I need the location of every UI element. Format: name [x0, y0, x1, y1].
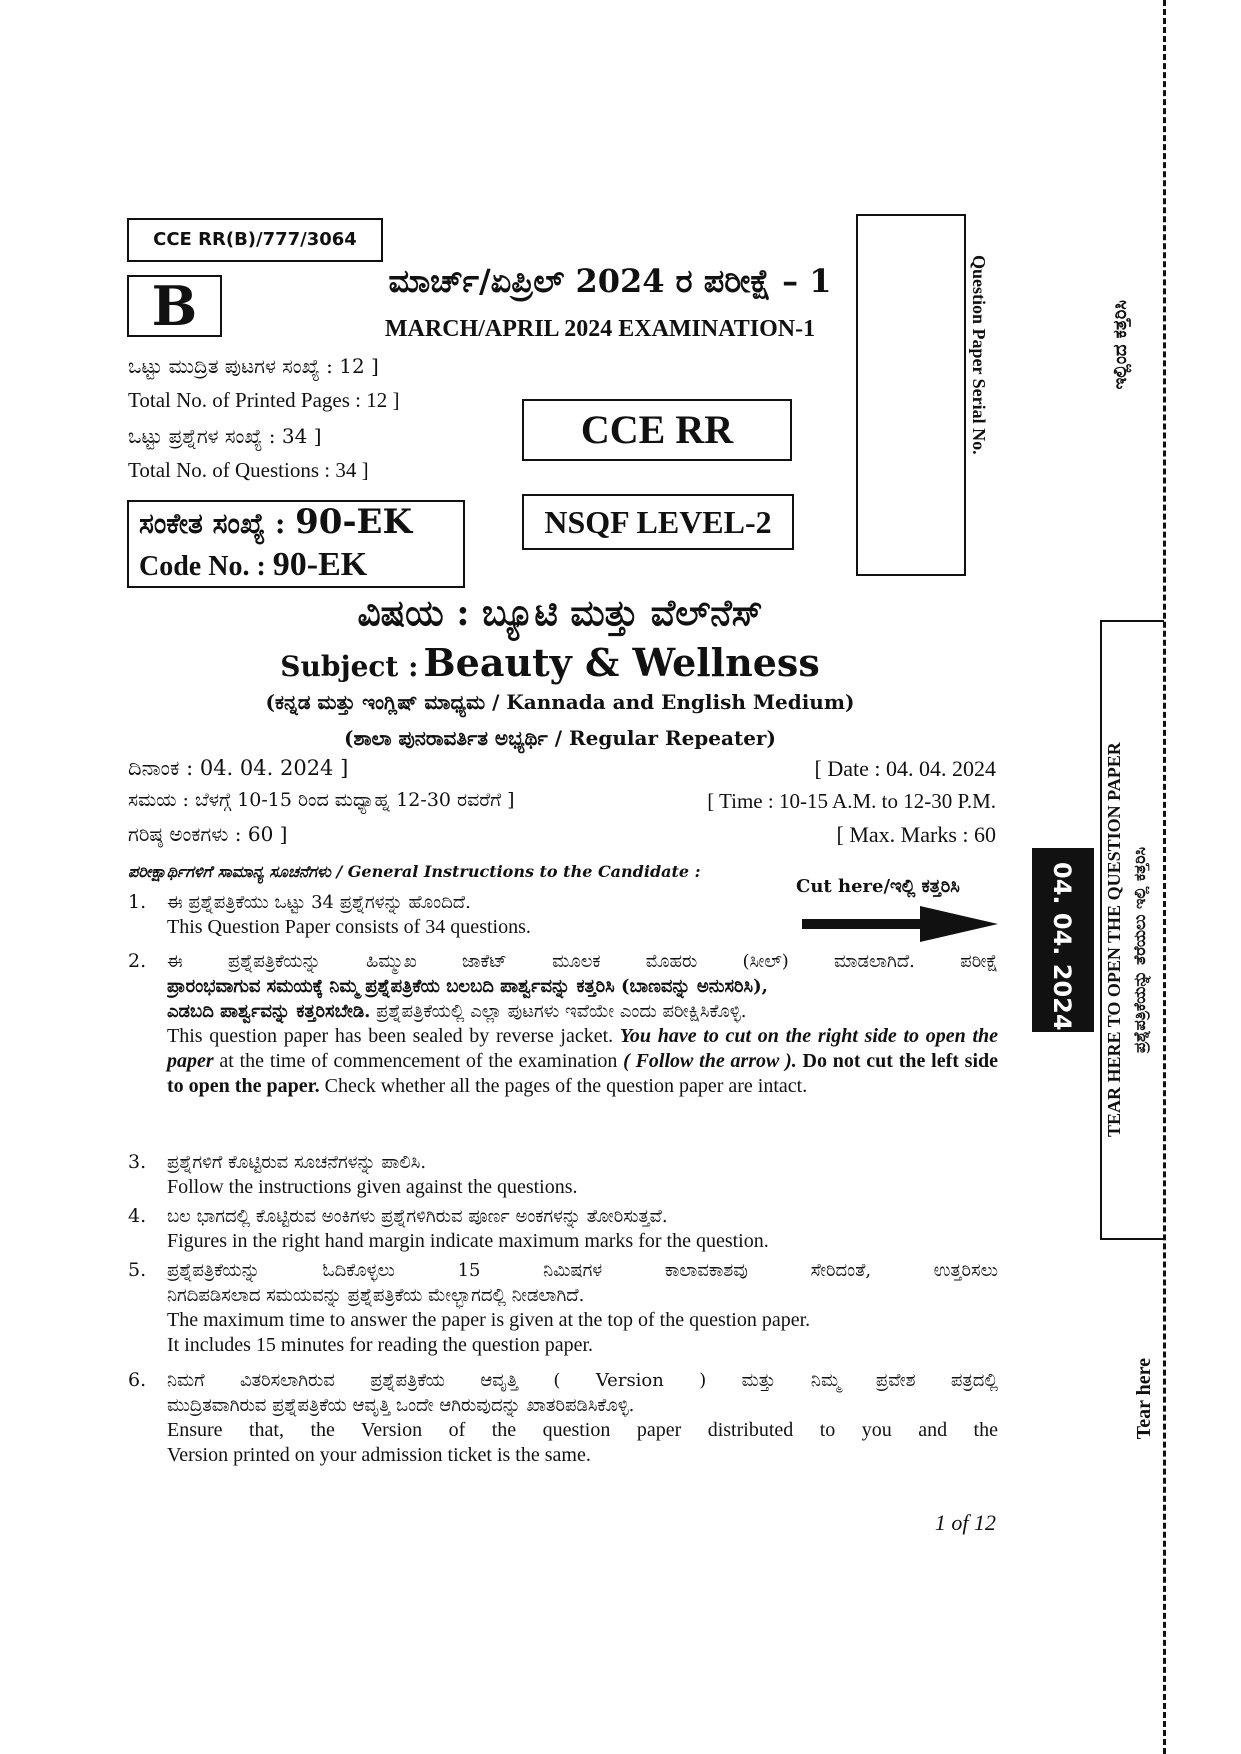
instruction-text-kn: ಮುದ್ರಿತವಾಗಿರುವ ಪ್ರಶ್ನೆಪತ್ರಿಕೆಯ ಆವೃತ್ತಿ ಒಂದೇ ಆಗಿರುವುದನ್ನು ಖಾತರಿಪಡಿಸಿಕೊಳ್ಳಿ.: [167, 1395, 635, 1416]
medium-line: (ಕನ್ನಡ ಮತ್ತು ಇಂಗ್ಲಿಷ್ ಮಾಧ್ಯಮ / Kannada and English Medium): [265, 690, 855, 714]
time-kn: ಸಮಯ : ಬೆಳಗ್ಗೆ 10-15 ರಿಂದ ಮಧ್ಯಾಹ್ನ 12-30 ರವರೆಗೆ ]: [128, 789, 515, 811]
paper-code-box: [127, 218, 383, 262]
tear-open-en: TEAR HERE TO OPEN THE QUESTION PAPER: [1104, 742, 1124, 1138]
instruction-number: 5.: [128, 1259, 147, 1281]
instruction-5: [128, 1258, 998, 1358]
tear-open-kn: ಪ್ರಶ್ನೆಪತ್ರಿಕೆಯನ್ನು ತೆರೆಯಲು ಇಲ್ಲಿ ಕತ್ತರಿಸಿ: [1130, 846, 1149, 1054]
instruction-text-en: It includes 15 minutes for reading the question paper.: [167, 1334, 594, 1356]
instruction-en-emphasis: ( Follow the arrow ).: [623, 1050, 797, 1072]
instruction-text-kn-rest: ಪ್ರಶ್ನೆಪತ್ರಿಕೆಯಲ್ಲಿ ಎಲ್ಲಾ ಪುಟಗಳು ಇವೆಯೇ ಎಂದು ಪರೀಕ್ಷಿಸಿಕೊಳ್ಳಿ.: [370, 1001, 747, 1022]
tear-here-label: Tear here: [1133, 1358, 1155, 1440]
questions-count-en: Total No. of Questions : 34 ]: [128, 458, 369, 482]
instruction-text-kn: ಬಲ ಭಾಗದಲ್ಲಿ ಕೊಟ್ಟಿರುವ ಅಂಕಿಗಳು ಪ್ರಶ್ನೆಗಳಿಗಿರುವ ಪೂರ್ಣ ಅಂಕಗಳನ್ನು ತೋರಿಸುತ್ತವೆ.: [167, 1206, 668, 1227]
version-box: [127, 275, 222, 337]
instruction-text-kn: ಪ್ರಾರಂಭವಾಗುವ ಸಮಯಕ್ಕೆ ನಿಮ್ಮ ಪ್ರಶ್ನೆಪತ್ರಿಕೆಯ ಬಲಬದಿ ಪಾರ್ಶ್ವವನ್ನು ಕತ್ತರಿಸಿ (ಬಾಣವನ್ನು ಅನುಸರಿಸಿ),: [167, 976, 768, 997]
printed-pages-kn: ಒಟ್ಟು ಮುದ್ರಿತ ಪುಟಗಳ ಸಂಖ್ಯೆ : 12 ]: [128, 354, 379, 378]
page-number: 1 of 12: [934, 1510, 996, 1535]
serial-number-label: Question Paper Serial No.: [969, 255, 989, 455]
instruction-en-emphasis: You have to cut on the right side to open the paper: [167, 1025, 998, 1072]
code-kn-label: ಸಂಕೇತ ಸಂಖ್ಯೆ :: [139, 507, 286, 540]
instruction-3: [128, 1150, 998, 1200]
instruction-text-kn: ಈ ಪ್ರಶ್ನೆಪತ್ರಿಕೆಯು ಒಟ್ಟು 34 ಪ್ರಶ್ನೆಗಳನ್ನು ಹೊಂದಿದೆ.: [167, 892, 471, 913]
instruction-text-kn-bold: ಎಡಬದಿ ಪಾರ್ಶ್ವವನ್ನು ಕತ್ತರಿಸಬೇಡಿ.: [167, 1001, 371, 1022]
instruction-en-part: Check whether all the pages of the question paper are intact.: [319, 1075, 808, 1097]
code-no-box: [127, 500, 465, 588]
instruction-text-kn: [167, 999, 998, 1024]
max-marks-kn: ಗರಿಷ್ಠ ಅಂಕಗಳು : 60 ]: [128, 822, 288, 846]
version-letter: B: [151, 274, 198, 338]
code-en-label: Code No. :: [139, 551, 266, 582]
scheme-box: [522, 399, 792, 461]
questions-count-kn: ಒಟ್ಟು ಪ್ರಶ್ನೆಗಳ ಸಂಖ್ಯೆ : 34 ]: [128, 424, 322, 448]
instruction-text-kn: ನಿಗದಿಪಡಿಸಲಾದ ಸಮಯವನ್ನು ಪ್ರಶ್ನೆಪತ್ರಿಕೆಯ ಮೇಲ್ಭಾಗದಲ್ಲಿ ನೀಡಲಾಗಿದೆ.: [167, 1285, 585, 1306]
subject-en-label: Subject :: [280, 650, 419, 683]
tear-top-kn: ಇಲ್ಲಿಂದ ಕತ್ತರಿಸಿ: [1110, 300, 1131, 390]
exam-title-en: MARCH/APRIL 2024 EXAMINATION-1: [384, 316, 816, 342]
instruction-en-part: at the time of commencement of the examination: [213, 1050, 624, 1072]
instruction-text-en: Figures in the right hand margin indicate maximum marks for the question.: [167, 1230, 769, 1252]
instruction-1: [128, 890, 998, 940]
instruction-number: 3.: [128, 1151, 147, 1173]
instruction-text-en: Version printed on your admission ticket is the same.: [167, 1444, 591, 1466]
instruction-text-en: Follow the instructions given against the questions.: [167, 1176, 578, 1198]
instruction-number: 4.: [128, 1205, 147, 1227]
instruction-text-kn: ಪ್ರಶ್ನೆಪತ್ರಿಕೆಯನ್ನು ಓದಿಕೊಳ್ಳಲು 15 ನಿಮಿಷಗಳ ಕಾಲಾವಕಾಶವು ಸೇರಿದಂತೆ, ಉತ್ತರಿಸಲು: [167, 1260, 998, 1281]
instruction-en-bold: Do not cut the left side to open the paper.: [167, 1050, 999, 1097]
max-marks-en: [ Max. Marks : 60: [836, 822, 996, 847]
date-en: [ Date : 04. 04. 2024: [814, 756, 996, 781]
time-en: [ Time : 10-15 A.M. to 12-30 P.M.: [707, 789, 996, 813]
paper-code: CCE RR(B)/777/3064: [153, 229, 357, 250]
exam-title-kn: ಮಾರ್ಚ್/ಏಪ್ರಿಲ್ 2024 ರ ಪರೀಕ್ಷೆ – 1: [388, 262, 832, 300]
date-kn: ದಿನಾಂಕ : 04. 04. 2024 ]: [128, 756, 349, 780]
scheme-name: CCE RR: [580, 407, 734, 452]
instruction-text-en: The maximum time to answer the paper is given at the top of the question paper.: [167, 1309, 811, 1331]
instruction-6: [128, 1368, 998, 1468]
subject-kn: ವಿಷಯ : ಬ್ಯೂಟಿ ಮತ್ತು ವೆಲ್‌ನೆಸ್: [357, 592, 763, 634]
code-kn-value: 90-EK: [295, 502, 413, 542]
date-tab-text: 04. 04. 2024: [1048, 862, 1076, 1031]
instruction-2: [128, 949, 998, 1099]
candidate-type: (ಶಾಲಾ ಪುನರಾವರ್ತಿತ ಅಭ್ಯರ್ಥಿ / Regular Repeater): [344, 726, 776, 750]
nsqf-level: NSQF LEVEL-2: [544, 504, 772, 540]
instruction-text-kn: ಪ್ರಶ್ನೆಗಳಿಗೆ ಕೊಟ್ಟಿರುವ ಸೂಚನೆಗಳನ್ನು ಪಾಲಿಸಿ.: [167, 1152, 427, 1173]
printed-pages-en: Total No. of Printed Pages : 12 ]: [128, 388, 400, 412]
instruction-text-kn: ಈ ಪ್ರಶ್ನೆಪತ್ರಿಕೆಯನ್ನು ಹಿಮ್ಮುಖ ಜಾಕೆಟ್ ಮೂಲಕ ಮೊಹರು (ಸೀಲ್) ಮಾಡಲಾಗಿದೆ. ಪರೀಕ್ಷೆ: [167, 951, 998, 972]
instructions-heading: ಪರೀಕ್ಷಾರ್ಥಿಗಳಿಗೆ ಸಾಮಾನ್ಯ ಸೂಚನೆಗಳು / General Instructions to the Candidate :: [128, 862, 701, 881]
subject-en: [230, 640, 870, 685]
serial-number-box: [856, 214, 966, 576]
instruction-text-en: This Question Paper consists of 34 questions.: [167, 916, 531, 938]
instruction-number: 6.: [128, 1369, 147, 1391]
subject-en-value: Beauty & Wellness: [423, 640, 820, 685]
instruction-number: 1.: [128, 891, 147, 913]
instruction-text-en: [167, 1024, 998, 1099]
instruction-number: 2.: [128, 950, 147, 972]
instruction-text-en: Ensure that, the Version of the question paper distributed to you and the: [167, 1419, 998, 1441]
level-box: [522, 494, 794, 550]
instruction-4: [128, 1204, 998, 1254]
code-en-value: 90-EK: [272, 546, 368, 583]
instruction-en-part: This question paper has been sealed by reverse jacket.: [167, 1025, 620, 1047]
instruction-text-kn: ನಿಮಗೆ ವಿತರಿಸಲಾಗಿರುವ ಪ್ರಶ್ನೆಪತ್ರಿಕೆಯ ಆವೃತ್ತಿ ( Version ) ಮತ್ತು ನಿಮ್ಮ ಪ್ರವೇಶ ಪತ್ರದಲ್ಲಿ: [167, 1370, 998, 1391]
cut-here-label: Cut here/ಇಲ್ಲಿ ಕತ್ತರಿಸಿ: [796, 876, 960, 897]
